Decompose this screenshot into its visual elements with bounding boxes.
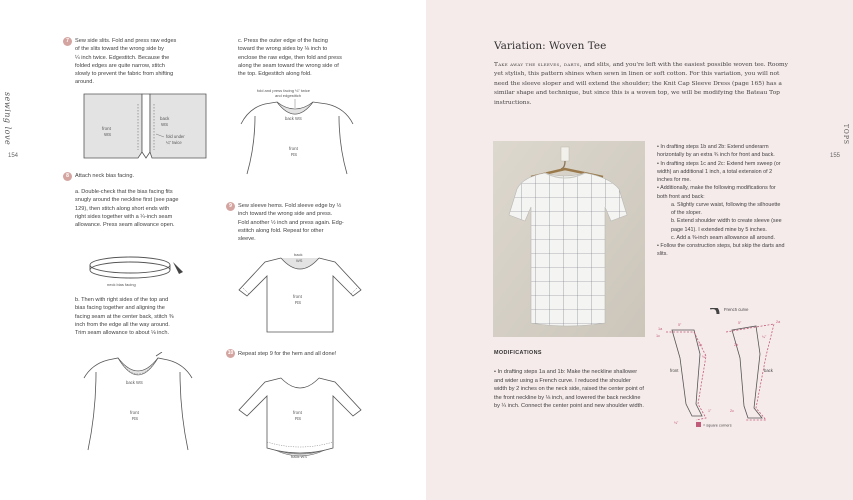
- label-2a: 2a: [776, 320, 781, 324]
- label-square-corners: = square corners: [703, 423, 732, 428]
- bullet-item: • Follow the construction steps, but skip the darts and slits.: [657, 243, 785, 258]
- label-rs: RS: [132, 416, 139, 421]
- dim-1: 1": [708, 409, 712, 413]
- section-heading: Variation: Woven Tee: [494, 40, 607, 52]
- dim-1-4: ¼": [762, 335, 767, 339]
- left-running-head: sewing love: [3, 92, 12, 146]
- label-front: front: [130, 410, 139, 415]
- modifications-text: • In drafting steps 1a and 1b: Make the neckline shallower and wider using a French curve. I reduced the shoulder width by 2 inches on the neck side, raised the center point of the front neckline by ⅛ inch, and lowered the back neckline by ¼ inch. Connect the center point and new shoulder width.: [494, 369, 644, 410]
- label-front-ws: WS: [104, 132, 112, 137]
- label-2b: 2b: [734, 343, 739, 347]
- bullet-subitem: a. Slightly curve waist, following the silhouette of the sloper.: [671, 201, 781, 216]
- label-back-ws: back WS: [126, 380, 143, 385]
- label-french-curve: French curve: [724, 308, 749, 312]
- label-neck-bias: neck bias facing: [107, 282, 136, 287]
- bullet-item: • In drafting steps 1b and 2b: Extend underarm horizontally by an extra ¾ inch for front and back.: [657, 144, 775, 159]
- dim-3-4: ¾": [702, 355, 707, 359]
- neck-facing-illustration: [235, 86, 360, 176]
- dim-5-back: 5": [738, 321, 742, 325]
- bullet-item: • Additionally, make the following modifications for both front and back:: [657, 185, 776, 200]
- dim-1-8: ⅛": [674, 421, 679, 425]
- modifications-title: MODIFICATIONS: [494, 350, 542, 356]
- side-slit-illustration: [80, 90, 210, 165]
- hem-illustration: [235, 372, 365, 462]
- right-running-head: TOPS: [842, 123, 849, 145]
- bullet-item: • In drafting steps 1c and 2c: Extend hem sweep (or width) an additional 1 inch, a total extension of 2 inches for me.: [657, 160, 781, 183]
- label-rs: RS: [295, 416, 302, 421]
- label-back: back: [160, 116, 170, 121]
- step-7-text: Sew side slits. Fold and press raw edges of the slits toward the wrong side by ¼ inch twice. Edgestitch. Because the folded edges are quite narrow, stitch slowly to prevent the fabric from shifting around.: [75, 38, 177, 86]
- step-8b-text: b. Then with right sides of the top and bias facing together and aligning the facing seam at the center back, stitch ⅜ inch from the edge all the way around. Trim seam allowance to about ⅛ inch.: [75, 297, 174, 337]
- step-7-badge: 7: [63, 37, 72, 46]
- label-1a: 1a: [658, 327, 663, 331]
- label-front: front: [102, 126, 111, 131]
- label-back-ws: back WS: [285, 116, 302, 121]
- label-rs: RS: [295, 300, 302, 305]
- step-7c-text: c. Press the outer edge of the facing toward the wrong sides by ⅛ inch to enclose the raw edge, then fold and press along the seam toward the wrong side of the top. Edgestitch along fold.: [238, 38, 342, 78]
- label-front: front: [670, 368, 679, 373]
- step-9-badge: 9: [226, 202, 235, 211]
- label-back-ws: back WS: [291, 454, 308, 459]
- intro-body: and slits, and you're left with the easiest possible woven tee. Roomy yet stylish, this pattern shines when sewn in linen or soft cotton. For this variation, you will not need the sleeve sloper and will extend the shoulder; the Knit Cap Sleeve Dress (page 165) has a similar shape and technique, but since this is a woven top, we will be modifying the Bateau Top instructions.: [494, 62, 788, 106]
- step-8-badge: 8: [63, 172, 72, 181]
- square-corner-key: [696, 422, 701, 427]
- label-back-ws: WS: [161, 122, 169, 127]
- label-back: back: [294, 252, 303, 257]
- left-page-number: 154: [8, 153, 19, 159]
- label-front: front: [289, 146, 298, 151]
- label-2c: 2c: [730, 409, 735, 413]
- right-page-number: 155: [829, 153, 840, 159]
- bullet-subitem: c. Add a ⅜-inch seam allowance all around.: [671, 234, 775, 241]
- pattern-draft-diagram: [652, 308, 782, 436]
- modification-bullets: [657, 143, 785, 259]
- sleeve-hem-illustration: [235, 250, 365, 335]
- step-10-badge: 10: [227, 350, 234, 356]
- bias-facing-illustration: [85, 250, 195, 290]
- label-ws: WS: [296, 258, 303, 263]
- step-8-title: Attach neck bias facing.: [75, 173, 135, 179]
- stitched-facing-illustration: [78, 352, 198, 452]
- left-page: [0, 0, 426, 500]
- bullet-subitem: b. Extend shoulder width to create sleeve (see page 141). I extended mine by 5 inches.: [671, 218, 782, 233]
- step-9-text: Sew sleeve hems. Fold sleeve edge by ½ inch toward the wrong side and press. Fold another ½ inch and press again. Edg- estitch along fold. Repeat for other sleeve.: [238, 203, 344, 243]
- label-front: front: [293, 410, 302, 415]
- intro-paragraph: [494, 61, 794, 108]
- label-edgestitch: and edgestitch: [275, 93, 302, 98]
- label-fold-press: fold and press facing ⅛" twice: [257, 88, 311, 93]
- label-back: back: [764, 368, 773, 373]
- dim-5-front: 5": [678, 323, 682, 327]
- label-1c: 1c: [656, 334, 661, 338]
- intro-lead-in: Take away the sleeves, darts,: [494, 62, 582, 68]
- label-fold-under: fold under: [166, 134, 185, 139]
- step-10-text: Repeat step 9 for the hem and all done!: [238, 351, 337, 357]
- label-front: front: [293, 294, 302, 299]
- label-fold-twice: ¼" twice: [166, 140, 182, 145]
- label-1b: 1b: [698, 343, 703, 347]
- step-8a-text: a. Double-check that the bias facing fits snugly around the neckline first (see page 129), then stitch along short ends with right sides together with a ¼-inch seam allowance. Press seam allowance open.: [75, 189, 179, 229]
- woven-tee-photo: [493, 141, 645, 337]
- label-rs: RS: [291, 152, 298, 157]
